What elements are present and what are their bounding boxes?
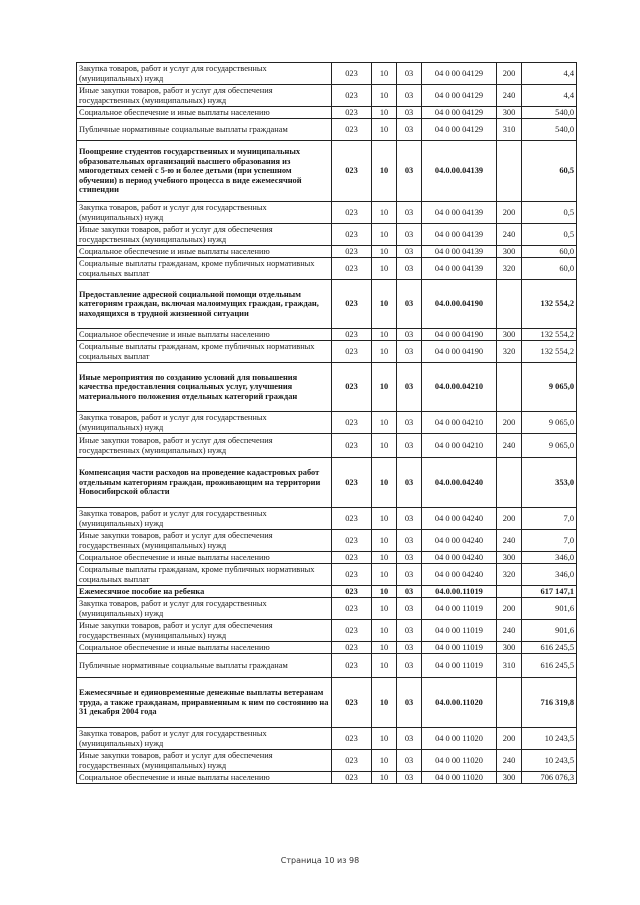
table-row: [77, 85, 577, 107]
row-csr: 04.0.00.11019: [422, 586, 497, 598]
row-name: Иные закупки товаров, работ и услуг для обеспечения государственных (муниципальных) нужд: [77, 434, 332, 458]
row-sum: 901,6: [522, 598, 577, 620]
row-vr: 320: [497, 258, 522, 280]
row-sum: 346,0: [522, 564, 577, 586]
row-rz: 10: [372, 224, 397, 246]
row-csr: 04 0 00 04210: [422, 412, 497, 434]
row-pr: 03: [397, 341, 422, 363]
row-sum: 617 147,1: [522, 586, 577, 598]
row-vr: [497, 458, 522, 508]
row-name: Социальное обеспечение и иные выплаты населению: [77, 552, 332, 564]
row-vr: 240: [497, 620, 522, 642]
row-name: Социальное обеспечение и иные выплаты населению: [77, 246, 332, 258]
row-rz: 10: [372, 258, 397, 280]
row-pr: 03: [397, 598, 422, 620]
row-pr: 03: [397, 586, 422, 598]
row-name: Публичные нормативные социальные выплаты гражданам: [77, 654, 332, 678]
row-vr: 240: [497, 750, 522, 772]
table-row: [77, 586, 577, 598]
row-csr: 04 0 00 11019: [422, 598, 497, 620]
table-row: [77, 772, 577, 784]
row-sum: 132 554,2: [522, 329, 577, 341]
row-vr: 200: [497, 63, 522, 85]
row-glv: 023: [332, 224, 372, 246]
row-rz: 10: [372, 586, 397, 598]
row-glv: 023: [332, 434, 372, 458]
row-csr: 04 0 00 11020: [422, 750, 497, 772]
row-csr: 04 0 00 04139: [422, 246, 497, 258]
row-rz: 10: [372, 341, 397, 363]
row-name: Социальное обеспечение и иные выплаты населению: [77, 772, 332, 784]
row-glv: 023: [332, 202, 372, 224]
row-vr: 240: [497, 224, 522, 246]
row-name: Ежемесячные и единовременные денежные выплаты ветеранам труда, а также гражданам, приравненным к ним по состоянию на 31 декабря 2004 года: [77, 678, 332, 728]
table-row: [77, 341, 577, 363]
row-pr: 03: [397, 458, 422, 508]
row-pr: 03: [397, 654, 422, 678]
row-pr: 03: [397, 508, 422, 530]
row-name: Предоставление адресной социальной помощи отдельным категориям граждан, включая малоимущих граждан, граждан, находящихся в трудной жизненной ситуации: [77, 280, 332, 329]
row-name: Поощрение студентов государственных и муниципальных образовательных организаций высшего образования из многодетных семей с 5-ю и более детьми (при успешном обучении) в период учебного процесса в виде ежемесячной стипендии: [77, 141, 332, 202]
row-sum: 540,0: [522, 119, 577, 141]
row-name: Иные закупки товаров, работ и услуг для обеспечения государственных (муниципальных) нужд: [77, 750, 332, 772]
row-pr: 03: [397, 329, 422, 341]
row-vr: 300: [497, 246, 522, 258]
table-row: [77, 564, 577, 586]
row-glv: 023: [332, 63, 372, 85]
row-sum: 901,6: [522, 620, 577, 642]
row-name: Иные закупки товаров, работ и услуг для обеспечения государственных (муниципальных) нужд: [77, 530, 332, 552]
row-glv: 023: [332, 258, 372, 280]
row-name: Закупка товаров, работ и услуг для государственных (муниципальных) нужд: [77, 598, 332, 620]
row-rz: 10: [372, 280, 397, 329]
table-row: [77, 552, 577, 564]
table-row: [77, 678, 577, 728]
table-row: [77, 107, 577, 119]
row-rz: 10: [372, 642, 397, 654]
row-name: Социальное обеспечение и иные выплаты населению: [77, 107, 332, 119]
row-pr: 03: [397, 412, 422, 434]
row-glv: 023: [332, 586, 372, 598]
row-csr: 04.0.00.04240: [422, 458, 497, 508]
row-vr: 300: [497, 329, 522, 341]
row-csr: 04 0 00 04129: [422, 107, 497, 119]
row-vr: 320: [497, 341, 522, 363]
row-pr: 03: [397, 434, 422, 458]
row-pr: 03: [397, 63, 422, 85]
row-csr: 04 0 00 04190: [422, 329, 497, 341]
table-row: [77, 530, 577, 552]
row-glv: 023: [332, 508, 372, 530]
row-rz: 10: [372, 363, 397, 412]
row-sum: 60,0: [522, 258, 577, 280]
table-row: [77, 598, 577, 620]
row-name: Ежемесячное пособие на ребенка: [77, 586, 332, 598]
table-row: [77, 728, 577, 750]
table-row: [77, 654, 577, 678]
table-row: [77, 202, 577, 224]
row-glv: 023: [332, 598, 372, 620]
row-glv: 023: [332, 246, 372, 258]
row-pr: 03: [397, 642, 422, 654]
row-glv: 023: [332, 678, 372, 728]
row-glv: 023: [332, 530, 372, 552]
row-name: Социальное обеспечение и иные выплаты населению: [77, 329, 332, 341]
row-pr: 03: [397, 119, 422, 141]
row-pr: 03: [397, 85, 422, 107]
row-rz: 10: [372, 728, 397, 750]
row-name: Иные мероприятия по созданию условий для повышения качества предоставления социальных услуг, улучшения материального положения отдельных категорий граждан: [77, 363, 332, 412]
table-row: [77, 458, 577, 508]
row-sum: 7,0: [522, 530, 577, 552]
row-vr: [497, 363, 522, 412]
row-glv: 023: [332, 750, 372, 772]
row-rz: 10: [372, 552, 397, 564]
row-name: Социальное обеспечение и иные выплаты населению: [77, 642, 332, 654]
budget-table: [76, 62, 577, 784]
row-pr: 03: [397, 280, 422, 329]
row-vr: 200: [497, 598, 522, 620]
row-csr: 04 0 00 04129: [422, 85, 497, 107]
row-rz: 10: [372, 458, 397, 508]
row-sum: 353,0: [522, 458, 577, 508]
row-vr: 200: [497, 728, 522, 750]
row-sum: 10 243,5: [522, 728, 577, 750]
row-sum: 9 065,0: [522, 412, 577, 434]
row-sum: 540,0: [522, 107, 577, 119]
row-vr: 240: [497, 434, 522, 458]
row-glv: 023: [332, 141, 372, 202]
row-glv: 023: [332, 341, 372, 363]
row-name: Социальные выплаты гражданам, кроме публичных нормативных социальных выплат: [77, 564, 332, 586]
row-glv: 023: [332, 412, 372, 434]
row-vr: [497, 141, 522, 202]
row-rz: 10: [372, 530, 397, 552]
table-row: [77, 750, 577, 772]
row-pr: 03: [397, 258, 422, 280]
row-pr: 03: [397, 107, 422, 119]
table-row: [77, 642, 577, 654]
row-vr: 310: [497, 119, 522, 141]
row-rz: 10: [372, 63, 397, 85]
row-csr: 04.0.00.04210: [422, 363, 497, 412]
row-glv: 023: [332, 564, 372, 586]
table-row: [77, 508, 577, 530]
row-sum: 9 065,0: [522, 363, 577, 412]
row-sum: 60,5: [522, 141, 577, 202]
row-glv: 023: [332, 620, 372, 642]
row-name: Иные закупки товаров, работ и услуг для обеспечения государственных (муниципальных) нужд: [77, 85, 332, 107]
row-pr: 03: [397, 728, 422, 750]
row-csr: 04 0 00 04240: [422, 530, 497, 552]
row-rz: 10: [372, 119, 397, 141]
row-vr: 240: [497, 530, 522, 552]
row-name: Иные закупки товаров, работ и услуг для обеспечения государственных (муниципальных) нужд: [77, 620, 332, 642]
row-rz: 10: [372, 434, 397, 458]
row-rz: 10: [372, 678, 397, 728]
table-row: [77, 329, 577, 341]
table-row: [77, 63, 577, 85]
row-csr: 04 0 00 04240: [422, 564, 497, 586]
row-pr: 03: [397, 530, 422, 552]
row-name: Закупка товаров, работ и услуг для государственных (муниципальных) нужд: [77, 202, 332, 224]
page-footer: Страница 10 из 98: [280, 856, 360, 865]
row-glv: 023: [332, 458, 372, 508]
row-sum: 0,5: [522, 224, 577, 246]
row-name: Закупка товаров, работ и услуг для государственных (муниципальных) нужд: [77, 728, 332, 750]
table-row: [77, 119, 577, 141]
row-csr: 04 0 00 04190: [422, 341, 497, 363]
budget-table-body: [77, 63, 577, 784]
row-glv: 023: [332, 119, 372, 141]
row-vr: 240: [497, 85, 522, 107]
row-name: Иные закупки товаров, работ и услуг для обеспечения государственных (муниципальных) нужд: [77, 224, 332, 246]
row-name: Публичные нормативные социальные выплаты гражданам: [77, 119, 332, 141]
row-vr: 300: [497, 772, 522, 784]
row-glv: 023: [332, 85, 372, 107]
row-sum: 706 076,3: [522, 772, 577, 784]
row-sum: 616 245,5: [522, 642, 577, 654]
row-sum: 7,0: [522, 508, 577, 530]
row-glv: 023: [332, 642, 372, 654]
row-vr: 300: [497, 107, 522, 119]
table-row: [77, 258, 577, 280]
row-csr: 04 0 00 04139: [422, 202, 497, 224]
row-csr: 04 0 00 11019: [422, 654, 497, 678]
row-name: Социальные выплаты гражданам, кроме публичных нормативных социальных выплат: [77, 258, 332, 280]
row-rz: 10: [372, 107, 397, 119]
row-glv: 023: [332, 107, 372, 119]
table-row: [77, 434, 577, 458]
row-rz: 10: [372, 412, 397, 434]
row-rz: 10: [372, 654, 397, 678]
row-vr: [497, 586, 522, 598]
row-glv: 023: [332, 728, 372, 750]
row-sum: 132 554,2: [522, 280, 577, 329]
row-vr: 320: [497, 564, 522, 586]
row-rz: 10: [372, 598, 397, 620]
row-pr: 03: [397, 678, 422, 728]
row-name: Социальные выплаты гражданам, кроме публичных нормативных социальных выплат: [77, 341, 332, 363]
row-rz: 10: [372, 772, 397, 784]
row-sum: 4,4: [522, 85, 577, 107]
row-csr: 04 0 00 11019: [422, 642, 497, 654]
row-csr: 04.0.00.04139: [422, 141, 497, 202]
row-rz: 10: [372, 564, 397, 586]
table-row: [77, 412, 577, 434]
row-pr: 03: [397, 202, 422, 224]
row-sum: 0,5: [522, 202, 577, 224]
table-row: [77, 280, 577, 329]
row-glv: 023: [332, 654, 372, 678]
row-csr: 04 0 00 04139: [422, 258, 497, 280]
row-vr: [497, 678, 522, 728]
row-glv: 023: [332, 329, 372, 341]
row-rz: 10: [372, 141, 397, 202]
row-csr: 04 0 00 04139: [422, 224, 497, 246]
row-pr: 03: [397, 620, 422, 642]
row-vr: 200: [497, 508, 522, 530]
row-csr: 04 0 00 04129: [422, 119, 497, 141]
row-csr: 04 0 00 04240: [422, 552, 497, 564]
row-name: Закупка товаров, работ и услуг для государственных (муниципальных) нужд: [77, 508, 332, 530]
row-name: Компенсация части расходов на проведение кадастровых работ отдельным категориям граждан, проживающим на территории Новосибирской области: [77, 458, 332, 508]
row-csr: 04 0 00 04210: [422, 434, 497, 458]
table-row: [77, 246, 577, 258]
row-pr: 03: [397, 750, 422, 772]
row-csr: 04 0 00 11020: [422, 728, 497, 750]
row-name: Закупка товаров, работ и услуг для государственных (муниципальных) нужд: [77, 412, 332, 434]
row-sum: 10 243,5: [522, 750, 577, 772]
row-csr: 04 0 00 11020: [422, 772, 497, 784]
row-vr: 300: [497, 642, 522, 654]
row-pr: 03: [397, 772, 422, 784]
row-pr: 03: [397, 141, 422, 202]
row-vr: [497, 280, 522, 329]
row-vr: 310: [497, 654, 522, 678]
row-rz: 10: [372, 750, 397, 772]
row-sum: 9 065,0: [522, 434, 577, 458]
row-pr: 03: [397, 552, 422, 564]
row-sum: 132 554,2: [522, 341, 577, 363]
row-csr: 04 0 00 11019: [422, 620, 497, 642]
row-pr: 03: [397, 246, 422, 258]
row-sum: 4,4: [522, 63, 577, 85]
row-glv: 023: [332, 772, 372, 784]
row-rz: 10: [372, 620, 397, 642]
row-vr: 200: [497, 202, 522, 224]
row-rz: 10: [372, 329, 397, 341]
row-rz: 10: [372, 85, 397, 107]
row-rz: 10: [372, 246, 397, 258]
row-sum: 616 245,5: [522, 654, 577, 678]
row-csr: 04.0.00.04190: [422, 280, 497, 329]
row-glv: 023: [332, 363, 372, 412]
row-rz: 10: [372, 508, 397, 530]
table-row: [77, 141, 577, 202]
row-pr: 03: [397, 564, 422, 586]
table-row: [77, 363, 577, 412]
table-row: [77, 224, 577, 246]
row-csr: 04 0 00 04129: [422, 63, 497, 85]
row-vr: 200: [497, 412, 522, 434]
row-pr: 03: [397, 363, 422, 412]
row-glv: 023: [332, 552, 372, 564]
row-pr: 03: [397, 224, 422, 246]
row-csr: 04.0.00.11020: [422, 678, 497, 728]
row-sum: 60,0: [522, 246, 577, 258]
row-rz: 10: [372, 202, 397, 224]
row-sum: 346,0: [522, 552, 577, 564]
row-csr: 04 0 00 04240: [422, 508, 497, 530]
row-sum: 716 319,8: [522, 678, 577, 728]
row-vr: 300: [497, 552, 522, 564]
row-name: Закупка товаров, работ и услуг для государственных (муниципальных) нужд: [77, 63, 332, 85]
row-glv: 023: [332, 280, 372, 329]
table-row: [77, 620, 577, 642]
